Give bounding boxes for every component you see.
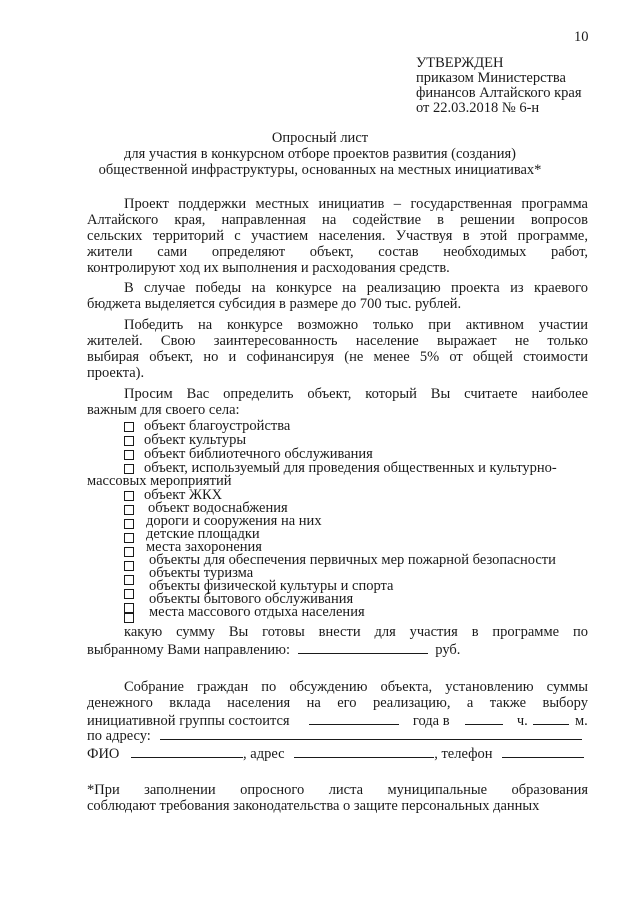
option-label-continued: массовых мероприятий (87, 473, 232, 489)
option-label: объект, используемый для проведения общественных и культурно- (144, 460, 557, 476)
meeting-address-row (87, 727, 582, 744)
option-checkbox[interactable] (124, 575, 134, 585)
meeting-address-input[interactable] (160, 727, 582, 740)
address-label: , адрес (243, 746, 285, 762)
intro-line: жителей. Свою заинтересованность население выражает не только (87, 333, 588, 349)
amount-label: выбранному Вами направлению: (87, 642, 291, 658)
title-line: общественной инфраструктуры, основанных на местных инициативах* (98, 162, 542, 178)
option-label: объекты физической культуры и спорта (149, 578, 394, 594)
intro-line: Победить на конкурсе возможно только при активном участии (124, 317, 588, 333)
option-label: объект культуры (144, 432, 247, 448)
option-label: объект водоснабжения (148, 500, 288, 516)
option-checkbox[interactable] (124, 491, 134, 501)
phone-label: , телефон (434, 746, 493, 762)
footnote-line: соблюдают требования законодательства о защите персональных данных (87, 798, 540, 814)
intro-line: выбирая объект, но и софинансируя (не менее 5% от общей стоимости (87, 349, 588, 365)
title-line: для участия в конкурсном отборе проектов развития (создания) (124, 146, 516, 162)
option-label: места захоронения (146, 539, 262, 555)
approval-line: приказом Министерства (416, 70, 566, 86)
option-checkbox[interactable] (124, 505, 134, 515)
intro-line: бюджета выделяется субсидия в размере до 700 тыс. рублей. (87, 296, 462, 312)
option-checkbox[interactable] (124, 589, 134, 599)
meeting-line: денежного вклада населения на его реализацию, а также выбору (87, 695, 588, 711)
option-label: дороги и сооружения на них (146, 513, 322, 529)
option-checkbox[interactable] (124, 450, 134, 460)
option-label: детские площадки (146, 526, 260, 542)
meeting-date-input[interactable] (309, 712, 399, 725)
meeting-date-label: инициативной группы состоится (87, 713, 290, 729)
amount-line-2 (87, 641, 460, 658)
phone-input[interactable] (502, 745, 584, 758)
intro-line: Проект поддержки местных инициатив – государственная программа (124, 196, 588, 212)
option-label: объект библиотечного обслуживания (144, 446, 373, 462)
option-checkbox[interactable] (124, 422, 134, 432)
intro-line: сельских территорий с участием населения. Участвуя в этой программе, (87, 228, 588, 244)
minute-label: м. (574, 713, 588, 729)
meeting-minute-input[interactable] (533, 712, 569, 725)
fio-label: ФИО (87, 746, 120, 762)
title-line: Опросный лист (271, 130, 369, 146)
option-label: объект благоустройства (144, 418, 291, 434)
approval-date: от 22.03.2018 № 6-н (416, 100, 540, 116)
page-number: 10 (574, 29, 589, 45)
meeting-hour-input[interactable] (465, 712, 503, 725)
option-label: объект ЖКХ (144, 487, 223, 503)
meeting-line: Собрание граждан по обсуждению объекта, установлению суммы (124, 679, 588, 695)
option-checkbox[interactable] (124, 603, 134, 613)
intro-line: жители сами определяют объект, состав необходимых работ, (87, 244, 588, 260)
amount-input[interactable] (298, 641, 428, 654)
contact-row (87, 745, 584, 762)
intro-line: Алтайского края, направленная на содействие в решении вопросов (87, 212, 588, 228)
intro-line: контролируют ход их выполнения и расходования средств. (87, 260, 450, 276)
fio-input[interactable] (131, 745, 243, 758)
option-checkbox[interactable] (124, 547, 134, 557)
option-checkbox[interactable] (124, 436, 134, 446)
option-label: места массового отдыха населения (149, 604, 365, 620)
option-label: объекты бытового обслуживания (149, 591, 354, 607)
option-checkbox[interactable] (124, 561, 134, 571)
address-input[interactable] (294, 745, 434, 758)
intro-line: проекта). (87, 365, 145, 381)
approval-heading: УТВЕРЖДЕН (416, 55, 504, 71)
intro-line: Просим Вас определить объект, который Вы считаете наиболее (124, 386, 588, 402)
meeting-year-label: года в (412, 713, 450, 729)
approval-line: финансов Алтайского края (416, 85, 582, 101)
option-label: объекты туризма (149, 565, 254, 581)
footnote-line: *При заполнении опросного листа муниципальные образования (87, 782, 588, 798)
intro-line: В случае победы на конкурсе на реализацию проекта из краевого (124, 280, 588, 296)
intro-line: важным для своего села: (87, 402, 240, 418)
option-checkbox[interactable] (124, 519, 134, 529)
option-checkbox[interactable] (124, 613, 134, 623)
option-checkbox[interactable] (124, 533, 134, 543)
currency-label: руб. (435, 642, 461, 658)
amount-line: какую сумму Вы готовы внести для участия в программе по (124, 624, 588, 640)
meeting-address-label: по адресу: (87, 728, 151, 744)
option-label: объекты для обеспечения первичных мер пожарной безопасности (149, 552, 556, 568)
hour-label: ч. (516, 713, 528, 729)
